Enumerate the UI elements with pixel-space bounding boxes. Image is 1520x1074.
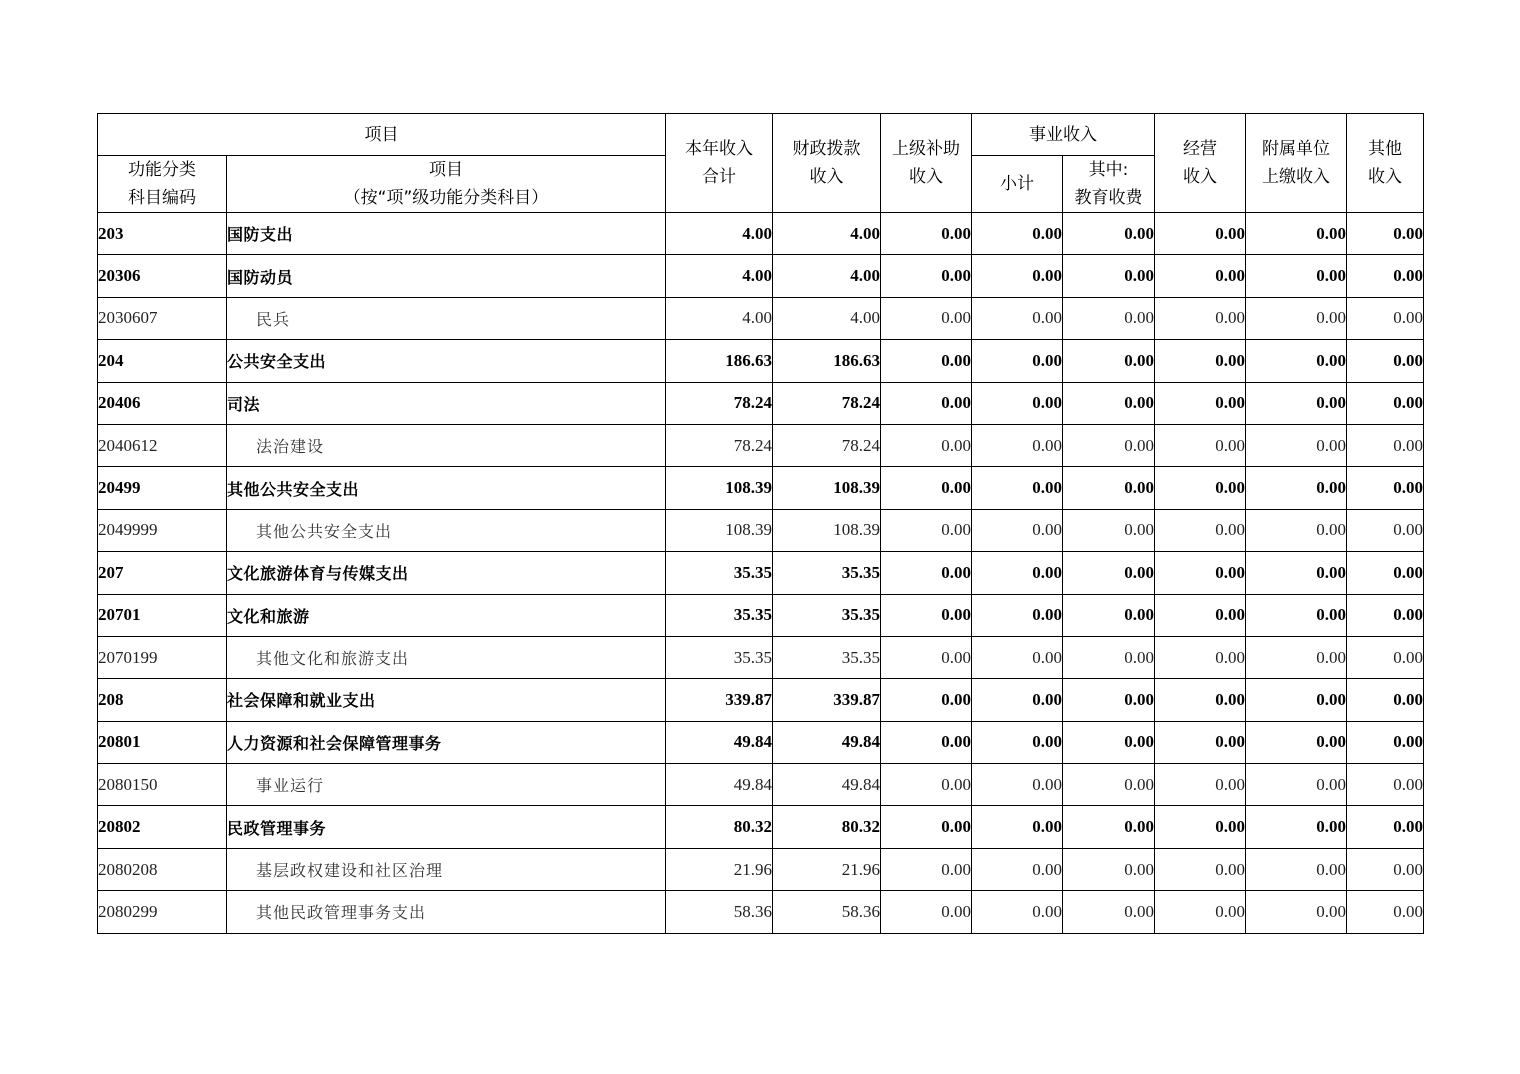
cell-operating: 0.00 xyxy=(1155,721,1246,763)
table-row xyxy=(98,255,1424,297)
cell-other: 0.00 xyxy=(1347,297,1424,339)
cell-operating: 0.00 xyxy=(1155,848,1246,890)
cell-code: 20406 xyxy=(98,382,227,424)
cell-subtotal: 0.00 xyxy=(972,467,1063,509)
header-fiscal-income xyxy=(773,114,881,213)
cell-affiliated: 0.00 xyxy=(1246,721,1347,763)
cell-total: 186.63 xyxy=(666,340,773,382)
header-line: 合计 xyxy=(702,167,736,187)
header-line: 功能分类 xyxy=(128,160,196,180)
cell-item-name: 公共安全支出 xyxy=(227,340,666,382)
cell-operating: 0.00 xyxy=(1155,340,1246,382)
cell-total: 108.39 xyxy=(666,509,773,551)
cell-total: 80.32 xyxy=(666,806,773,848)
cell-superior: 0.00 xyxy=(881,891,972,933)
cell-item-name: 其他民政管理事务支出 xyxy=(227,891,666,933)
header-line: 收入 xyxy=(909,167,943,187)
cell-subtotal: 0.00 xyxy=(972,764,1063,806)
cell-education: 0.00 xyxy=(1063,848,1155,890)
cell-item-name: 民政管理事务 xyxy=(227,806,666,848)
cell-fiscal: 58.36 xyxy=(773,891,881,933)
header-function-code xyxy=(98,156,227,213)
cell-education: 0.00 xyxy=(1063,806,1155,848)
cell-operating: 0.00 xyxy=(1155,594,1246,636)
header-line: 其中: xyxy=(1088,160,1129,180)
header-line: （按“项”级功能分类科目） xyxy=(343,188,549,208)
cell-affiliated: 0.00 xyxy=(1246,679,1347,721)
cell-other: 0.00 xyxy=(1347,806,1424,848)
cell-item-name: 法治建设 xyxy=(227,424,666,466)
cell-code: 20701 xyxy=(98,594,227,636)
header-subtotal: 小计 xyxy=(972,156,1063,213)
cell-other: 0.00 xyxy=(1347,340,1424,382)
table-body xyxy=(98,213,1424,934)
cell-other: 0.00 xyxy=(1347,679,1424,721)
table-row xyxy=(98,213,1424,255)
cell-fiscal: 4.00 xyxy=(773,255,881,297)
cell-affiliated: 0.00 xyxy=(1246,424,1347,466)
cell-affiliated: 0.00 xyxy=(1246,806,1347,848)
cell-superior: 0.00 xyxy=(881,594,972,636)
cell-total: 4.00 xyxy=(666,255,773,297)
cell-education: 0.00 xyxy=(1063,424,1155,466)
cell-operating: 0.00 xyxy=(1155,891,1246,933)
cell-superior: 0.00 xyxy=(881,509,972,551)
cell-subtotal: 0.00 xyxy=(972,340,1063,382)
cell-total: 49.84 xyxy=(666,721,773,763)
cell-item-name: 文化旅游体育与传媒支出 xyxy=(227,552,666,594)
cell-operating: 0.00 xyxy=(1155,636,1246,678)
cell-subtotal: 0.00 xyxy=(972,891,1063,933)
cell-education: 0.00 xyxy=(1063,213,1155,255)
header-line: 本年收入 xyxy=(685,139,753,159)
cell-superior: 0.00 xyxy=(881,213,972,255)
cell-affiliated: 0.00 xyxy=(1246,891,1347,933)
cell-education: 0.00 xyxy=(1063,340,1155,382)
cell-total: 35.35 xyxy=(666,594,773,636)
cell-other: 0.00 xyxy=(1347,636,1424,678)
cell-fiscal: 186.63 xyxy=(773,340,881,382)
header-line: 收入 xyxy=(809,167,844,187)
cell-affiliated: 0.00 xyxy=(1246,297,1347,339)
cell-total: 4.00 xyxy=(666,297,773,339)
cell-code: 2049999 xyxy=(98,509,227,551)
cell-operating: 0.00 xyxy=(1155,764,1246,806)
cell-subtotal: 0.00 xyxy=(972,424,1063,466)
cell-other: 0.00 xyxy=(1347,721,1424,763)
cell-superior: 0.00 xyxy=(881,721,972,763)
table-row xyxy=(98,721,1424,763)
cell-operating: 0.00 xyxy=(1155,552,1246,594)
cell-item-name: 人力资源和社会保障管理事务 xyxy=(227,721,666,763)
cell-code: 2080208 xyxy=(98,848,227,890)
cell-total: 108.39 xyxy=(666,467,773,509)
cell-total: 21.96 xyxy=(666,848,773,890)
cell-operating: 0.00 xyxy=(1155,213,1246,255)
cell-affiliated: 0.00 xyxy=(1246,848,1347,890)
cell-item-name: 民兵 xyxy=(227,297,666,339)
cell-other: 0.00 xyxy=(1347,764,1424,806)
cell-fiscal: 108.39 xyxy=(773,509,881,551)
cell-other: 0.00 xyxy=(1347,255,1424,297)
table-row xyxy=(98,509,1424,551)
header-operating-income xyxy=(1155,114,1246,213)
cell-total: 35.35 xyxy=(666,552,773,594)
cell-code: 2080299 xyxy=(98,891,227,933)
header-line: 上级补助 xyxy=(892,139,960,159)
cell-subtotal: 0.00 xyxy=(972,848,1063,890)
cell-education: 0.00 xyxy=(1063,891,1155,933)
cell-education: 0.00 xyxy=(1063,255,1155,297)
cell-other: 0.00 xyxy=(1347,848,1424,890)
cell-other: 0.00 xyxy=(1347,213,1424,255)
table-row xyxy=(98,424,1424,466)
cell-other: 0.00 xyxy=(1347,594,1424,636)
cell-fiscal: 80.32 xyxy=(773,806,881,848)
cell-operating: 0.00 xyxy=(1155,467,1246,509)
cell-total: 339.87 xyxy=(666,679,773,721)
cell-item-name: 其他公共安全支出 xyxy=(227,467,666,509)
cell-education: 0.00 xyxy=(1063,594,1155,636)
cell-code: 2040612 xyxy=(98,424,227,466)
cell-fiscal: 4.00 xyxy=(773,297,881,339)
cell-total: 4.00 xyxy=(666,213,773,255)
cell-item-name: 司法 xyxy=(227,382,666,424)
cell-superior: 0.00 xyxy=(881,424,972,466)
table-row xyxy=(98,594,1424,636)
header-line: 附属单位 xyxy=(1262,139,1330,159)
cell-education: 0.00 xyxy=(1063,679,1155,721)
cell-total: 78.24 xyxy=(666,424,773,466)
cell-subtotal: 0.00 xyxy=(972,594,1063,636)
cell-affiliated: 0.00 xyxy=(1246,255,1347,297)
cell-total: 35.35 xyxy=(666,636,773,678)
cell-subtotal: 0.00 xyxy=(972,255,1063,297)
cell-affiliated: 0.00 xyxy=(1246,594,1347,636)
cell-operating: 0.00 xyxy=(1155,679,1246,721)
header-affiliated-income xyxy=(1246,114,1347,213)
cell-superior: 0.00 xyxy=(881,340,972,382)
cell-superior: 0.00 xyxy=(881,467,972,509)
cell-item-name: 文化和旅游 xyxy=(227,594,666,636)
cell-code: 2070199 xyxy=(98,636,227,678)
cell-subtotal: 0.00 xyxy=(972,382,1063,424)
header-line: 财政拨款 xyxy=(792,139,861,159)
header-business-income-group: 事业收入 xyxy=(972,114,1155,156)
cell-operating: 0.00 xyxy=(1155,297,1246,339)
header-line: 收入 xyxy=(1368,167,1402,187)
cell-affiliated: 0.00 xyxy=(1246,340,1347,382)
cell-total: 58.36 xyxy=(666,891,773,933)
header-line: 项目 xyxy=(429,160,463,180)
cell-other: 0.00 xyxy=(1347,382,1424,424)
header-line: 收入 xyxy=(1183,167,1217,187)
cell-operating: 0.00 xyxy=(1155,509,1246,551)
cell-subtotal: 0.00 xyxy=(972,679,1063,721)
cell-item-name: 国防支出 xyxy=(227,213,666,255)
cell-education: 0.00 xyxy=(1063,764,1155,806)
table-row xyxy=(98,891,1424,933)
header-total-income xyxy=(666,114,773,213)
cell-item-name: 其他文化和旅游支出 xyxy=(227,636,666,678)
cell-operating: 0.00 xyxy=(1155,806,1246,848)
cell-fiscal: 4.00 xyxy=(773,213,881,255)
header-line: 经营 xyxy=(1183,139,1217,159)
cell-fiscal: 35.35 xyxy=(773,594,881,636)
cell-superior: 0.00 xyxy=(881,255,972,297)
cell-subtotal: 0.00 xyxy=(972,297,1063,339)
header-education-fees xyxy=(1063,156,1155,213)
cell-other: 0.00 xyxy=(1347,509,1424,551)
table-row xyxy=(98,848,1424,890)
cell-operating: 0.00 xyxy=(1155,382,1246,424)
cell-item-name: 其他公共安全支出 xyxy=(227,509,666,551)
cell-fiscal: 108.39 xyxy=(773,467,881,509)
cell-code: 20499 xyxy=(98,467,227,509)
cell-affiliated: 0.00 xyxy=(1246,382,1347,424)
header-line: 科目编码 xyxy=(128,188,196,208)
table-header xyxy=(98,114,1424,213)
cell-code: 2080150 xyxy=(98,764,227,806)
table-row xyxy=(98,467,1424,509)
cell-total: 49.84 xyxy=(666,764,773,806)
cell-fiscal: 49.84 xyxy=(773,721,881,763)
cell-subtotal: 0.00 xyxy=(972,552,1063,594)
cell-superior: 0.00 xyxy=(881,297,972,339)
cell-subtotal: 0.00 xyxy=(972,509,1063,551)
cell-subtotal: 0.00 xyxy=(972,636,1063,678)
table-row xyxy=(98,679,1424,721)
cell-education: 0.00 xyxy=(1063,297,1155,339)
header-project-group: 项目 xyxy=(98,114,666,156)
cell-operating: 0.00 xyxy=(1155,255,1246,297)
cell-item-name: 事业运行 xyxy=(227,764,666,806)
income-budget-table xyxy=(97,113,1424,934)
cell-education: 0.00 xyxy=(1063,467,1155,509)
cell-superior: 0.00 xyxy=(881,552,972,594)
cell-fiscal: 78.24 xyxy=(773,382,881,424)
cell-other: 0.00 xyxy=(1347,552,1424,594)
header-other-income xyxy=(1347,114,1424,213)
cell-code: 20306 xyxy=(98,255,227,297)
table-row xyxy=(98,806,1424,848)
cell-affiliated: 0.00 xyxy=(1246,552,1347,594)
table-row xyxy=(98,340,1424,382)
table-row xyxy=(98,764,1424,806)
cell-other: 0.00 xyxy=(1347,467,1424,509)
cell-education: 0.00 xyxy=(1063,509,1155,551)
cell-affiliated: 0.00 xyxy=(1246,213,1347,255)
cell-code: 208 xyxy=(98,679,227,721)
cell-fiscal: 78.24 xyxy=(773,424,881,466)
cell-item-name: 基层政权建设和社区治理 xyxy=(227,848,666,890)
cell-code: 2030607 xyxy=(98,297,227,339)
cell-item-name: 国防动员 xyxy=(227,255,666,297)
cell-superior: 0.00 xyxy=(881,764,972,806)
cell-superior: 0.00 xyxy=(881,636,972,678)
cell-subtotal: 0.00 xyxy=(972,213,1063,255)
header-line: 上缴收入 xyxy=(1262,167,1330,187)
cell-subtotal: 0.00 xyxy=(972,806,1063,848)
header-line: 教育收费 xyxy=(1074,188,1143,208)
cell-code: 207 xyxy=(98,552,227,594)
cell-other: 0.00 xyxy=(1347,891,1424,933)
cell-total: 78.24 xyxy=(666,382,773,424)
cell-superior: 0.00 xyxy=(881,848,972,890)
table-row xyxy=(98,552,1424,594)
cell-affiliated: 0.00 xyxy=(1246,764,1347,806)
cell-superior: 0.00 xyxy=(881,382,972,424)
cell-item-name: 社会保障和就业支出 xyxy=(227,679,666,721)
cell-affiliated: 0.00 xyxy=(1246,509,1347,551)
cell-superior: 0.00 xyxy=(881,806,972,848)
cell-code: 204 xyxy=(98,340,227,382)
cell-fiscal: 21.96 xyxy=(773,848,881,890)
cell-code: 203 xyxy=(98,213,227,255)
cell-other: 0.00 xyxy=(1347,424,1424,466)
cell-code: 20802 xyxy=(98,806,227,848)
table-row xyxy=(98,382,1424,424)
table-row xyxy=(98,636,1424,678)
cell-education: 0.00 xyxy=(1063,636,1155,678)
cell-affiliated: 0.00 xyxy=(1246,636,1347,678)
table-row xyxy=(98,297,1424,339)
cell-fiscal: 35.35 xyxy=(773,552,881,594)
cell-affiliated: 0.00 xyxy=(1246,467,1347,509)
cell-education: 0.00 xyxy=(1063,552,1155,594)
cell-subtotal: 0.00 xyxy=(972,721,1063,763)
header-superior-subsidy xyxy=(881,114,972,213)
cell-fiscal: 49.84 xyxy=(773,764,881,806)
cell-education: 0.00 xyxy=(1063,382,1155,424)
cell-code: 20801 xyxy=(98,721,227,763)
header-line: 其他 xyxy=(1368,139,1402,159)
cell-operating: 0.00 xyxy=(1155,424,1246,466)
cell-education: 0.00 xyxy=(1063,721,1155,763)
header-item-name xyxy=(227,156,666,213)
cell-fiscal: 35.35 xyxy=(773,636,881,678)
cell-superior: 0.00 xyxy=(881,679,972,721)
cell-fiscal: 339.87 xyxy=(773,679,881,721)
